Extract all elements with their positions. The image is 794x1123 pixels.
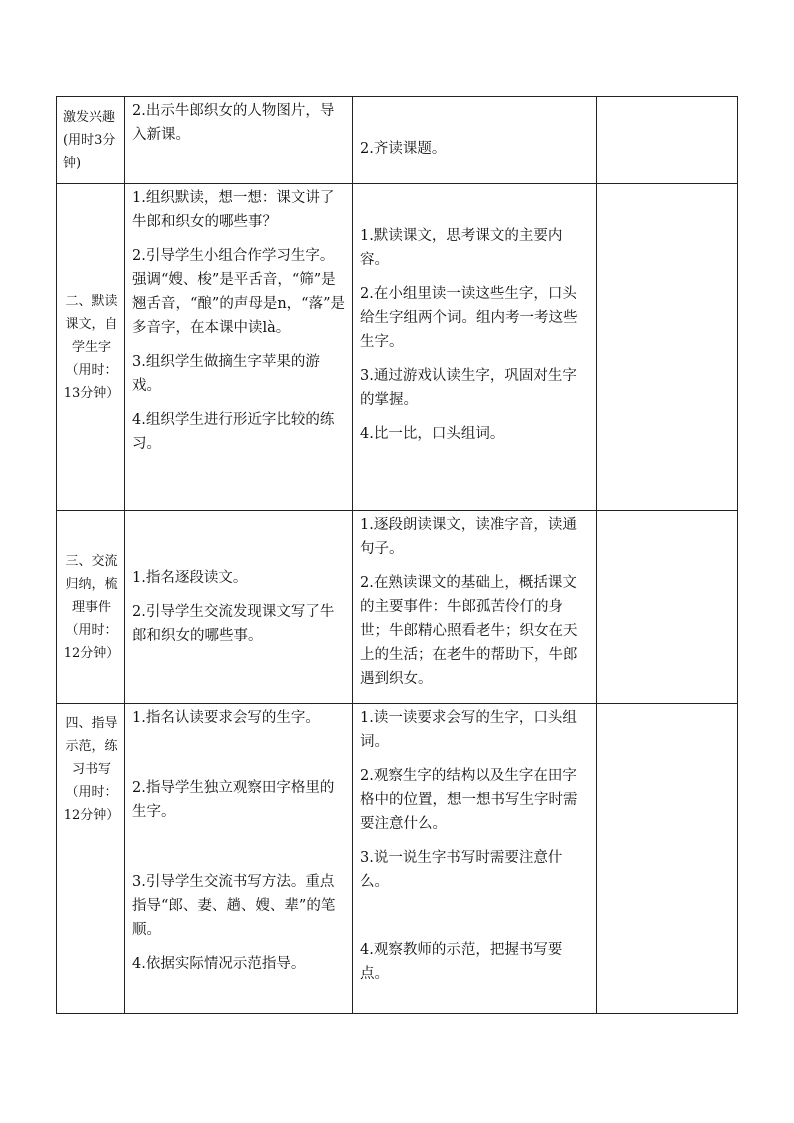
student-step: 2.在小组里读一读这些生字，口头给生字组两个词。组内考一考这些生字。 bbox=[360, 286, 578, 350]
teacher-activity-cell bbox=[125, 511, 353, 704]
table-row bbox=[57, 97, 738, 184]
stage-label: 四、指导示范，练习书写（用时：12分钟） bbox=[63, 716, 120, 823]
stage-cell bbox=[57, 704, 125, 1014]
stage-label: 三、交流归纳，梳理事件（用时：12分钟） bbox=[63, 553, 120, 661]
teacher-step: 2.引导学生小组合作学习生字。强调“嫂、梭”是平舌音，“筛”是翘舌音，“酿”的声母是n，“落”是多音字，在本课中读là。 bbox=[132, 248, 345, 336]
stage-cell bbox=[57, 184, 125, 511]
teacher-step: 1.指名认读要求会写的生字。 bbox=[132, 710, 320, 726]
teacher-step: 4.依据实际情况示范指导。 bbox=[132, 956, 306, 972]
teacher-step: 3.引导学生交流书写方法。重点指导“郎、妻、趟、嫂、辈”的笔顺。 bbox=[132, 874, 336, 938]
note-cell bbox=[597, 511, 738, 704]
stage-cell bbox=[57, 511, 125, 704]
lesson-plan-table bbox=[56, 96, 738, 1014]
student-activity-cell bbox=[353, 511, 597, 704]
student-activity-cell bbox=[353, 97, 597, 184]
teacher-activity-cell bbox=[125, 704, 353, 1014]
student-step: 1.默读课文，思考课文的主要内容。 bbox=[360, 228, 563, 268]
table-row bbox=[57, 184, 738, 511]
note-cell bbox=[597, 97, 738, 184]
teacher-step: 4.组织学生进行形近字比较的练习。 bbox=[132, 412, 335, 452]
student-step: 3.说一说生字书写时需要注意什么。 bbox=[360, 850, 563, 890]
student-step: 4.观察教师的示范，把握书写要点。 bbox=[360, 942, 563, 982]
note-cell bbox=[597, 704, 738, 1014]
student-step: 1.逐段朗读课文，读准字音，读通句子。 bbox=[360, 517, 577, 557]
student-step: 2.观察生字的结构以及生字在田字格中的位置，想一想书写生字时需要注意什么。 bbox=[360, 768, 578, 832]
table-row bbox=[57, 511, 738, 704]
student-step: 3.通过游戏认读生字，巩固对生字的掌握。 bbox=[360, 368, 577, 408]
table-row bbox=[57, 704, 738, 1014]
teacher-step: 3.组织学生做摘生字苹果的游戏。 bbox=[132, 354, 320, 394]
teacher-step: 1.指名逐段读文。 bbox=[132, 570, 248, 586]
student-step: 4.比一比，口头组词。 bbox=[360, 426, 505, 442]
student-activity-cell bbox=[353, 184, 597, 511]
note-cell bbox=[597, 184, 738, 511]
teacher-step: 2.出示牛郎织女的人物图片，导入新课。 bbox=[132, 103, 335, 143]
student-step: 2.在熟读课文的基础上，概括课文的主要事件：牛郎孤苦伶仃的身世；牛郎精心照看老牛；织女在天上的生活；在老牛的帮助下，牛郎遇到织女。 bbox=[360, 575, 578, 687]
teacher-activity-cell bbox=[125, 184, 353, 511]
student-step: 1.读一读要求会写的生字，口头组词。 bbox=[360, 710, 577, 750]
teacher-step: 1.组织默读，想一想：课文讲了牛郎和织女的哪些事？ bbox=[132, 190, 335, 230]
student-activity-cell bbox=[353, 704, 597, 1014]
student-step: 2.齐读课题。 bbox=[360, 141, 447, 157]
teacher-step: 2.指导学生独立观察田字格里的生字。 bbox=[132, 780, 335, 820]
stage-label: 激发兴趣(用时3分钟) bbox=[63, 109, 116, 171]
teacher-step: 2.引导学生交流发现课文写了牛郎和织女的哪些事。 bbox=[132, 604, 335, 644]
stage-label: 二、默读课文，自学生字（用时：13分钟） bbox=[63, 293, 120, 401]
stage-cell bbox=[57, 97, 125, 184]
teacher-activity-cell bbox=[125, 97, 353, 184]
